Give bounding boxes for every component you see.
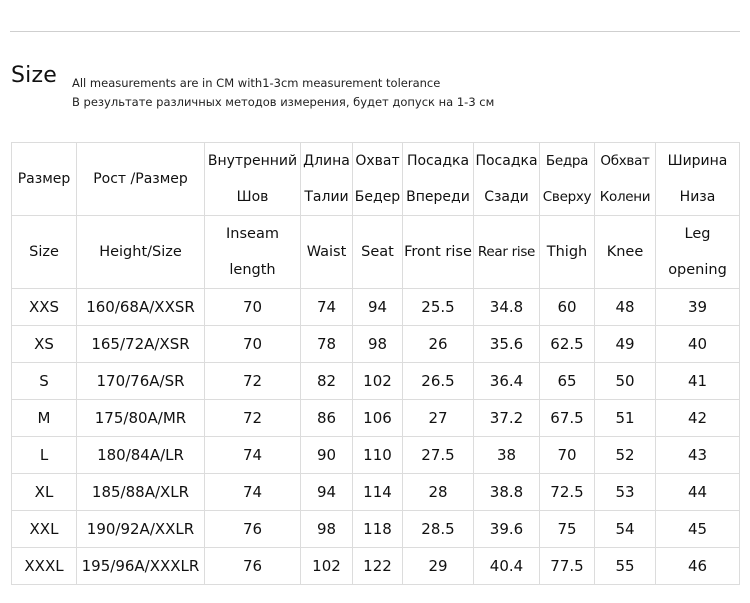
column-header — [301, 143, 353, 216]
table-cell: 75 — [540, 511, 595, 548]
column-header — [595, 216, 656, 289]
column-header — [540, 216, 595, 289]
column-header — [353, 143, 403, 216]
table-cell: 74 — [301, 289, 353, 326]
table-cell: 28 — [403, 474, 474, 511]
table-cell: 37.2 — [474, 400, 540, 437]
header-text: Колени — [599, 189, 651, 205]
column-header — [301, 216, 353, 289]
table-cell: 114 — [353, 474, 403, 511]
header-text: Size — [29, 244, 59, 260]
table-cell: 190/92A/XXLR — [77, 511, 205, 548]
table-cell: XXL — [12, 511, 77, 548]
table-cell: XL — [12, 474, 77, 511]
header-text: Seat — [361, 244, 394, 260]
header-text: Сверху — [542, 189, 592, 205]
header-text: Длина — [303, 153, 350, 169]
table-cell: 72.5 — [540, 474, 595, 511]
table-cell: 102 — [353, 363, 403, 400]
header-text: Охват — [355, 153, 400, 169]
table-cell: 46 — [656, 548, 740, 585]
table-row — [12, 289, 740, 326]
column-header — [77, 143, 205, 216]
table-cell: 54 — [595, 511, 656, 548]
column-header — [656, 216, 740, 289]
column-header — [403, 216, 474, 289]
column-header — [205, 143, 301, 216]
table-cell: 55 — [595, 548, 656, 585]
header-text: Leg — [684, 226, 711, 242]
table-cell: 175/80A/MR — [77, 400, 205, 437]
column-header — [595, 143, 656, 216]
table-row — [12, 437, 740, 474]
table-cell: 106 — [353, 400, 403, 437]
measurement-notes — [72, 74, 494, 112]
header-row-english — [12, 216, 740, 289]
table-cell: 180/84A/LR — [77, 437, 205, 474]
table-cell: 26 — [403, 326, 474, 363]
header-text: Knee — [606, 244, 644, 260]
table-cell: 44 — [656, 474, 740, 511]
header-text: Rear rise — [477, 244, 536, 260]
column-header — [77, 216, 205, 289]
table-cell: 74 — [205, 474, 301, 511]
column-header — [656, 143, 740, 216]
table-cell: 38.8 — [474, 474, 540, 511]
table-cell: 76 — [205, 548, 301, 585]
table-cell: 39 — [656, 289, 740, 326]
table-cell: 28.5 — [403, 511, 474, 548]
column-header — [353, 216, 403, 289]
note-russian: В результате различных методов измерения, будет допуск на 1-3 см — [72, 95, 495, 109]
table-cell: 185/88A/XLR — [77, 474, 205, 511]
table-cell: M — [12, 400, 77, 437]
header-text: Обхват — [600, 153, 650, 169]
header-text: Inseam — [226, 226, 279, 242]
table-cell: 78 — [301, 326, 353, 363]
note-english: All measurements are in CM with1-3cm measurement tolerance — [72, 76, 441, 90]
table-cell: XXS — [12, 289, 77, 326]
table-cell: 98 — [353, 326, 403, 363]
column-header — [474, 216, 540, 289]
table-cell: 40.4 — [474, 548, 540, 585]
table-cell: 29 — [403, 548, 474, 585]
header-text: Посадка — [406, 153, 470, 169]
table-cell: 94 — [353, 289, 403, 326]
column-header — [540, 143, 595, 216]
table-cell: 27 — [403, 400, 474, 437]
table-cell: 50 — [595, 363, 656, 400]
table-cell: XXXL — [12, 548, 77, 585]
header-text: Бедра — [545, 153, 589, 169]
header-text: Талии — [304, 189, 349, 205]
header-text: Waist — [306, 244, 347, 260]
table-row — [12, 326, 740, 363]
table-cell: 77.5 — [540, 548, 595, 585]
header-text: Ширина — [667, 153, 728, 169]
column-header — [474, 143, 540, 216]
header-text: Thigh — [546, 244, 588, 260]
table-cell: 41 — [656, 363, 740, 400]
table-cell: 170/76A/SR — [77, 363, 205, 400]
table-cell: 34.8 — [474, 289, 540, 326]
header-text: Height/Size — [99, 244, 182, 260]
table-row — [12, 511, 740, 548]
table-cell: 39.6 — [474, 511, 540, 548]
column-header — [12, 216, 77, 289]
table-cell: S — [12, 363, 77, 400]
column-header — [403, 143, 474, 216]
table-cell: 27.5 — [403, 437, 474, 474]
table-cell: 122 — [353, 548, 403, 585]
table-cell: 72 — [205, 363, 301, 400]
table-cell: 45 — [656, 511, 740, 548]
table-cell: 102 — [301, 548, 353, 585]
header-text: Посадка — [475, 153, 538, 169]
header-text: Рост /Размер — [93, 171, 188, 187]
table-cell: 67.5 — [540, 400, 595, 437]
table-cell: 26.5 — [403, 363, 474, 400]
header-text: Размер — [17, 171, 71, 187]
table-row — [12, 363, 740, 400]
table-cell: 90 — [301, 437, 353, 474]
table-cell: 94 — [301, 474, 353, 511]
table-cell: 36.4 — [474, 363, 540, 400]
table-cell: 86 — [301, 400, 353, 437]
page-title: Size — [11, 63, 57, 88]
table-cell: 51 — [595, 400, 656, 437]
header-text: Сзади — [484, 189, 529, 205]
table-cell: 70 — [540, 437, 595, 474]
table-cell: 70 — [205, 289, 301, 326]
table-cell: 70 — [205, 326, 301, 363]
table-cell: 49 — [595, 326, 656, 363]
table-cell: 72 — [205, 400, 301, 437]
table-row — [12, 400, 740, 437]
header-text: Шов — [236, 189, 269, 205]
table-cell: 195/96A/XXXLR — [77, 548, 205, 585]
header-text: Front rise — [404, 244, 472, 260]
table-cell: L — [12, 437, 77, 474]
size-chart-table — [11, 142, 740, 585]
table-cell: 118 — [353, 511, 403, 548]
header-row-russian — [12, 143, 740, 216]
table-cell: 48 — [595, 289, 656, 326]
header-text: Впереди — [406, 189, 470, 205]
table-cell: XS — [12, 326, 77, 363]
table-cell: 165/72A/XSR — [77, 326, 205, 363]
top-divider — [10, 31, 740, 32]
table-cell: 110 — [353, 437, 403, 474]
table-cell: 43 — [656, 437, 740, 474]
column-header — [205, 216, 301, 289]
column-header — [12, 143, 77, 216]
table-cell: 74 — [205, 437, 301, 474]
table-row — [12, 548, 740, 585]
header-text: opening — [668, 262, 727, 278]
table-row — [12, 474, 740, 511]
table-cell: 53 — [595, 474, 656, 511]
table-cell: 52 — [595, 437, 656, 474]
header-text: Внутренний — [207, 153, 298, 169]
table-cell: 60 — [540, 289, 595, 326]
header-text: length — [229, 262, 276, 278]
table-cell: 35.6 — [474, 326, 540, 363]
table-cell: 76 — [205, 511, 301, 548]
table-cell: 82 — [301, 363, 353, 400]
table-cell: 160/68A/XXSR — [77, 289, 205, 326]
table-cell: 25.5 — [403, 289, 474, 326]
table-cell: 62.5 — [540, 326, 595, 363]
table-cell: 42 — [656, 400, 740, 437]
header-text: Бедер — [354, 189, 401, 205]
table-cell: 65 — [540, 363, 595, 400]
table-cell: 40 — [656, 326, 740, 363]
table-cell: 38 — [474, 437, 540, 474]
size-chart-body — [12, 143, 740, 585]
header-text: Низа — [679, 189, 716, 205]
table-cell: 98 — [301, 511, 353, 548]
